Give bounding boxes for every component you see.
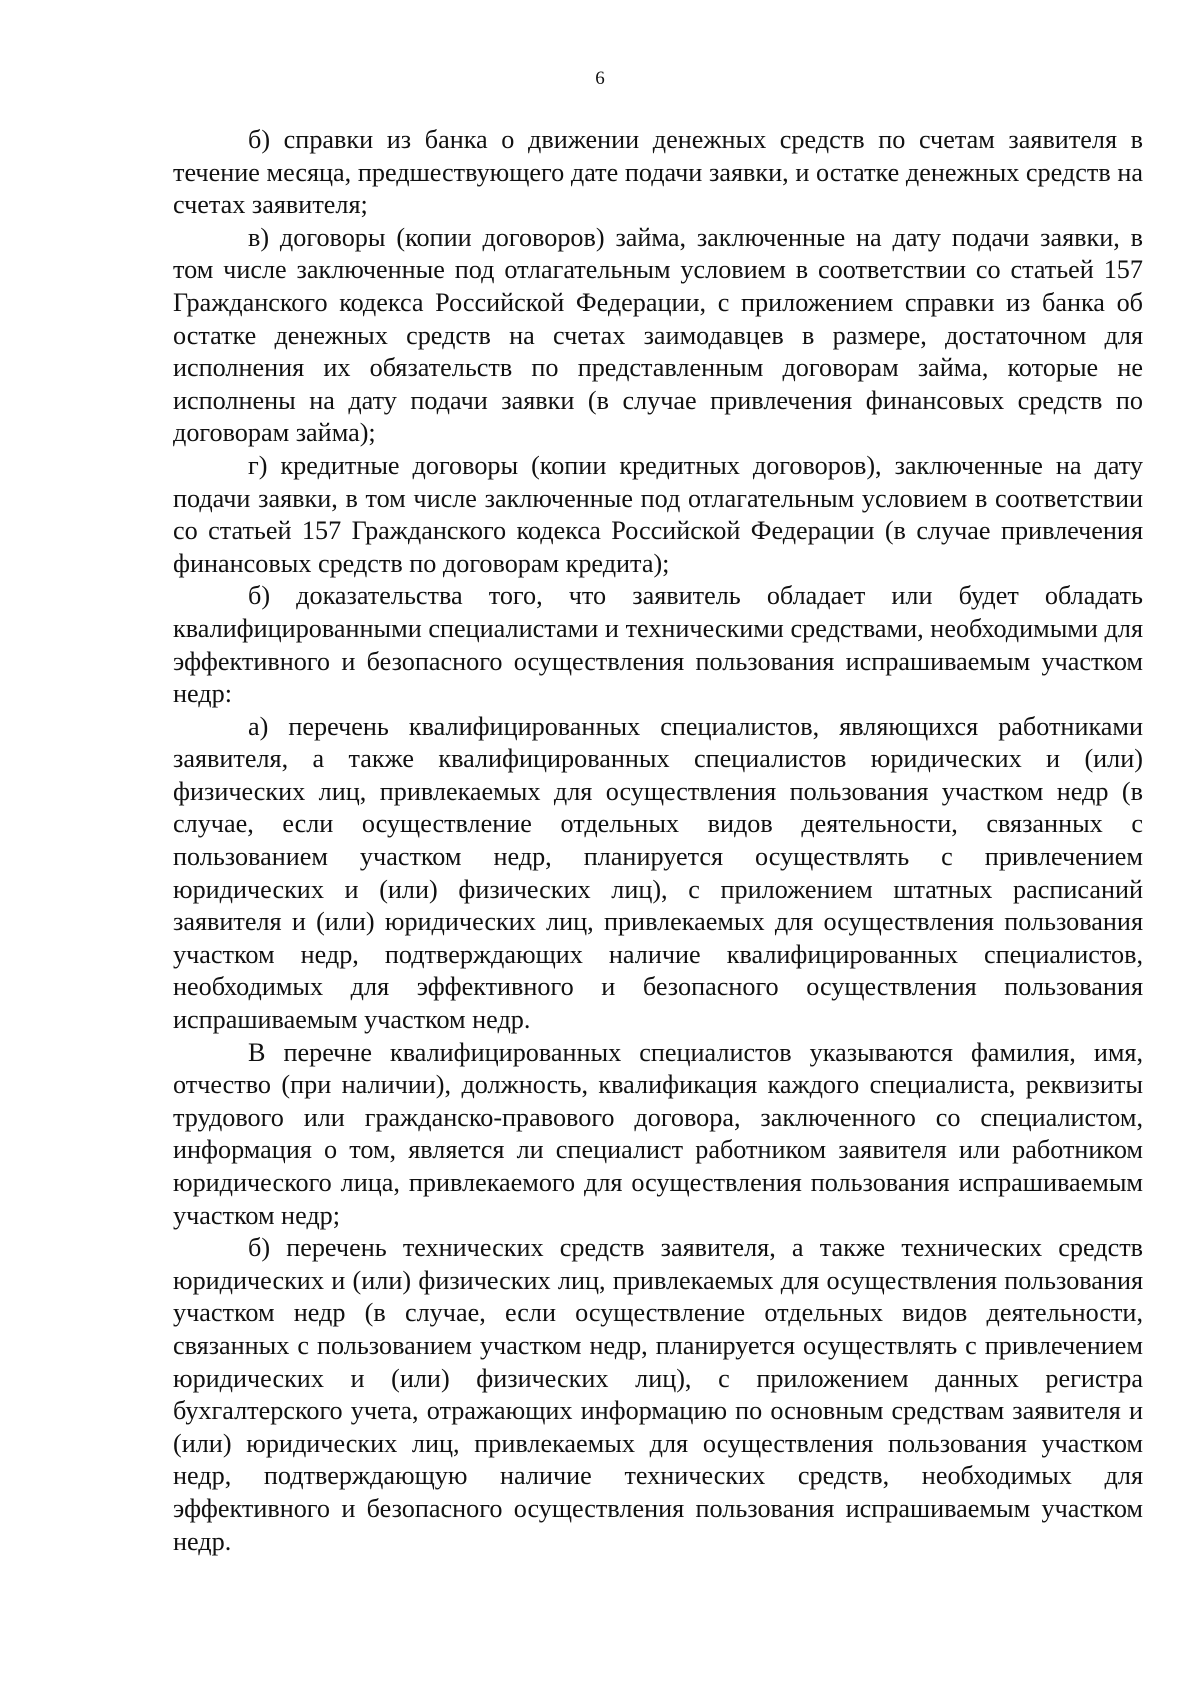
paragraph-bank-statements: б) справки из банка о движении денежных средств по счетам заявителя в течение месяца, предшествующего дате подачи заявки, и остатке денежных средств на счетах заявителя; [173,125,1143,220]
document-body [173,124,1143,1558]
paragraph-qualification-evidence: б) доказательства того, что заявитель обладает или будет обладать квалифицированными специалистами и техническими средствами, необходимыми для эффективного и безопасного осуществления пользования испрашиваемым участком недр: [173,581,1143,709]
paragraph-specialists-list: а) перечень квалифицированных специалистов, являющихся работниками заявителя, а также квалифицированных специалистов юридических и (или) физических лиц, привлекаемых для осуществления пользования участком недр (в случае, если осуществление отдельных видов деятельности, связанных с пользованием участком недр, планируется осуществлять с привлечением юридических и (или) физических лиц), с приложением штатных расписаний заявителя и (или) юридических лиц, привлекаемых для осуществления пользования участком недр, подтверждающих наличие квалифицированных специалистов, необходимых для эффективного и безопасного осуществления пользования испрашиваемым участком недр. [173,711,1143,1035]
paragraph-credit-agreements: г) кредитные договоры (копии кредитных договоров), заключенные на дату подачи заявки, в том числе заключенные под отлагательным условием в соответствии со статьей 157 Гражданского кодекса Российской Федерации (в случае привлечения финансовых средств по договорам кредита); [173,450,1143,578]
paragraph-technical-means: б) перечень технических средств заявителя, а также технических средств юридических и (или) физических лиц, привлекаемых для осуществления пользования участком недр (в случае, если осуществление отдельных видов деятельности, связанных с пользованием участком недр, планируется осуществлять с привлечением юридических и (или) физических лиц), с приложением данных регистра бухгалтерского учета, отражающих информацию по основным средствам заявителя и (или) юридических лиц, привлекаемых для осуществления пользования участком недр, подтверждающую наличие технических средств, необходимых для эффективного и безопасного осуществления пользования испрашиваемым участком недр. [173,1233,1143,1556]
paragraph-loan-agreements: в) договоры (копии договоров) займа, заключенные на дату подачи заявки, в том числе заключенные под отлагательным условием в соответствии со статьей 157 Гражданского кодекса Российской Федерации, с приложением справки из банка об остатке денежных средств на счетах заимодавцев в размере, достаточном для исполнения их обязательств по представленным договорам займа, которые не исполнены на дату подачи заявки (в случае привлечения финансовых средств по договорам займа); [173,222,1143,448]
paragraph-specialists-details: В перечне квалифицированных специалистов указываются фамилия, имя, отчество (при наличии), должность, квалификация каждого специалиста, реквизиты трудового или гражданско-правового договора, заключенного со специалистом, информация о том, является ли специалист работником заявителя или работником юридического лица, привлекаемого для осуществления пользования испрашиваемым участком недр; [173,1037,1143,1230]
page-number: 6 [595,68,605,89]
